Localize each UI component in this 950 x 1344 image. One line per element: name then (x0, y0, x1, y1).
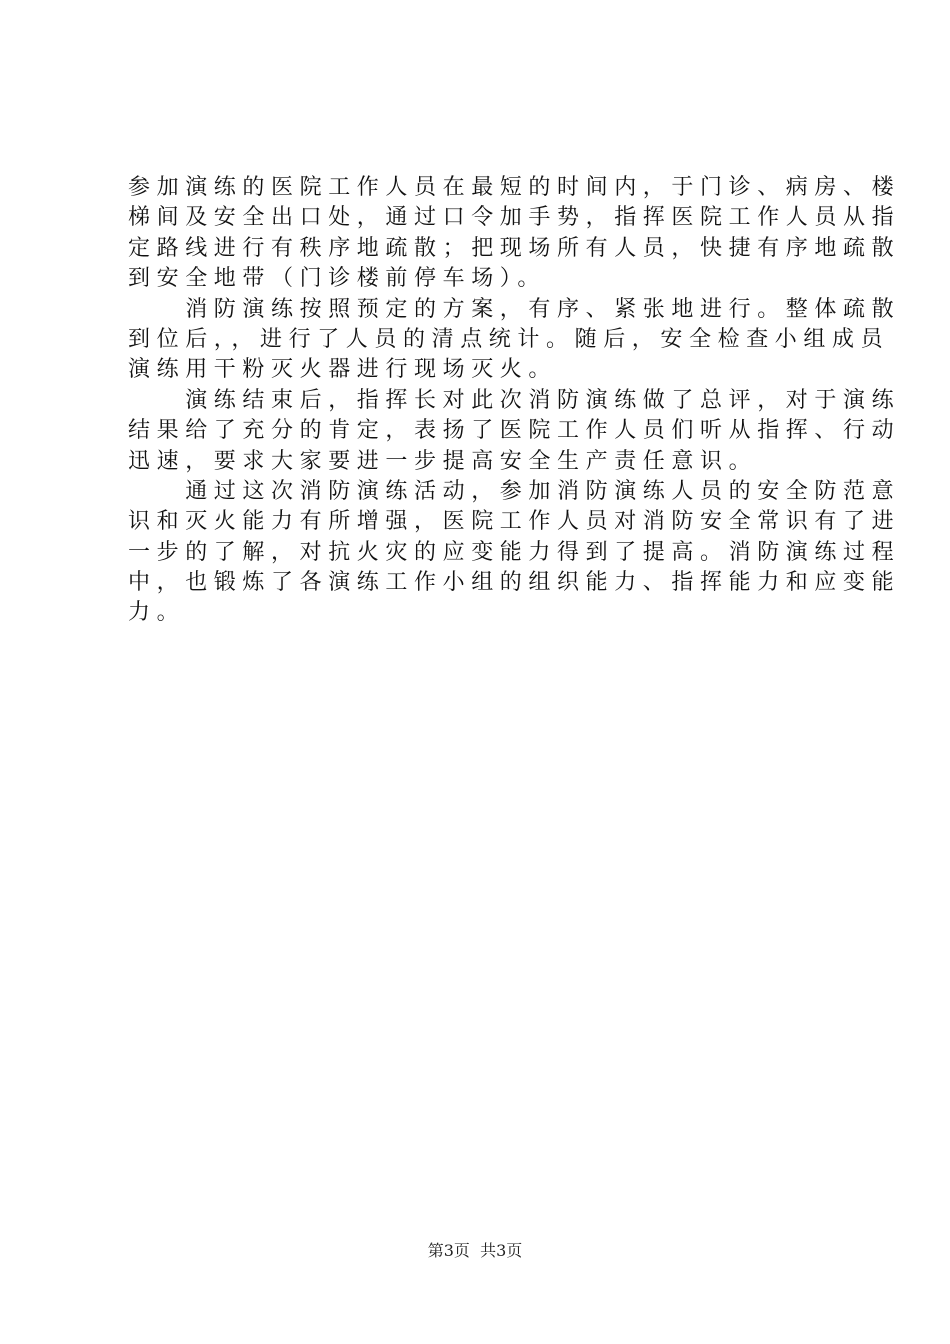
paragraph-drill-process (128, 295, 901, 386)
text-line: 中，也锻炼了各演练工作小组的组织能力、指挥能力和应变能 (128, 570, 901, 596)
text-line: 一步的了解，对抗火灾的应变能力得到了提高。消防演练过程 (128, 539, 901, 565)
text-line: 力。 (128, 600, 186, 626)
text-line: 到位后，，进行了人员的清点统计。随后，安全检查小组成员 (128, 326, 890, 352)
text-line: 结果给了充分的肯定，表扬了医院工作人员们听从指挥、行动 (128, 418, 901, 444)
text-line: 演练结束后，指挥长对此次消防演练做了总评，对于演练 (128, 387, 901, 413)
text-line: 消防演练按照预定的方案，有序、紧张地进行。整体疏散 (128, 296, 901, 322)
paragraph-evacuation (128, 173, 901, 295)
text-line: 迅速，要求大家要进一步提高安全生产责任意识。 (128, 448, 758, 474)
document-body (128, 173, 901, 629)
text-line: 参加演练的医院工作人员在最短的时间内，于门诊、病房、楼 (128, 175, 901, 200)
text-line: 梯间及安全出口处，通过口令加手势，指挥医院工作人员从指 (128, 205, 901, 231)
text-line: 通过这次消防演练活动，参加消防演练人员的安全防范意 (128, 478, 901, 504)
text-line: 演练用干粉灭火器进行现场灭火。 (128, 357, 558, 383)
paragraph-conclusion (128, 477, 901, 629)
page-number-footer: 第3页 共3页 (427, 1241, 523, 1260)
text-line: 到安全地带（门诊楼前停车场）。 (128, 266, 547, 292)
text-line: 识和灭火能力有所增强，医院工作人员对消防安全常识有了进 (128, 509, 901, 535)
text-line: 定路线进行有秩序地疏散；把现场所有人员，快捷有序地疏散 (128, 235, 901, 261)
paragraph-summary (128, 386, 901, 477)
